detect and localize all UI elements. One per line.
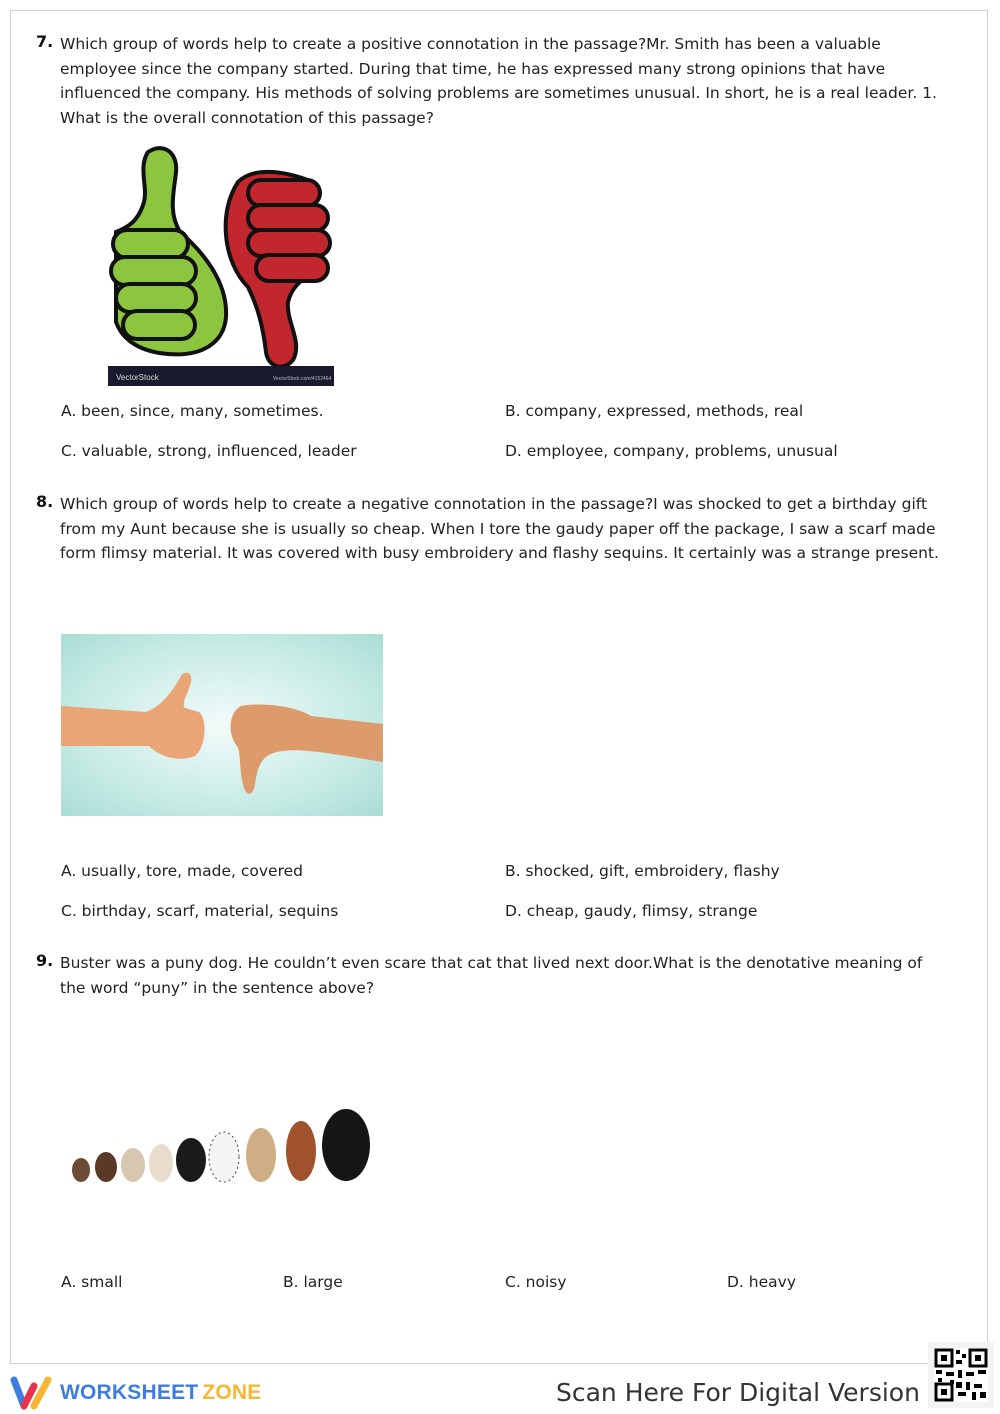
image-watermark: VectorStock <box>116 373 159 382</box>
q9-option-d[interactable]: D. heavy <box>727 1273 796 1291</box>
question-number: 9. <box>36 951 54 970</box>
qr-code-icon[interactable] <box>928 1342 994 1408</box>
q8-option-d[interactable]: D. cheap, gaudy, flimsy, strange <box>505 902 758 920</box>
brand-zone: ZONE <box>202 1381 262 1404</box>
q8-option-a[interactable]: A. usually, tore, made, covered <box>61 862 303 880</box>
q9-option-a[interactable]: A. small <box>61 1273 123 1291</box>
question-text: Which group of words help to create a positive connotation in the passage?Mr. Smith has been a valuable employee since the company started. During that time, he has expressed many strong opinions that have influenced the company. His methods of solving problems are sometimes unusual. In short, he is a real leader. 1. What is the overall connotation of this passage? <box>60 35 937 127</box>
q7-option-b[interactable]: B. company, expressed, methods, real <box>505 402 804 420</box>
brand-worksheet: WORKSHEET <box>60 1381 199 1404</box>
thumbs-hands-photo <box>61 634 383 816</box>
q8-option-b[interactable]: B. shocked, gift, embroidery, flashy <box>505 862 780 880</box>
question-text: Which group of words help to create a negative connotation in the passage?I was shocked to get a birthday gift from my Aunt because she is usually so cheap. When I tore the gaudy paper off the package, I saw a scarf made form flimsy material. It was covered with busy embroidery and flashy sequins. It certainly was a strange present. <box>60 495 939 562</box>
svg-text:VectorStock.com/4152464: VectorStock.com/4152464 <box>273 376 332 382</box>
q9-option-b[interactable]: B. large <box>283 1273 343 1291</box>
q7-option-c[interactable]: C. valuable, strong, influenced, leader <box>61 442 357 460</box>
q7-option-a[interactable]: A. been, since, many, sometimes. <box>61 402 324 420</box>
thumbs-cartoon-image <box>108 142 334 386</box>
question-number: 7. <box>36 32 54 51</box>
q9-option-c[interactable]: C. noisy <box>505 1273 567 1291</box>
question-text: Buster was a puny dog. He couldn’t even scare that cat that lived next door.What is the denotative meaning of the word “puny” in the sentence above? <box>60 954 923 997</box>
q8-option-c[interactable]: C. birthday, scarf, material, sequins <box>61 902 339 920</box>
logo-mark-icon <box>10 1376 52 1410</box>
question-number: 8. <box>36 492 54 511</box>
q7-option-d[interactable]: D. employee, company, problems, unusual <box>505 442 838 460</box>
worksheetzone-logo[interactable] <box>10 1376 261 1410</box>
dogs-row-photo <box>61 1085 381 1185</box>
scan-text: Scan Here For Digital Version <box>556 1378 920 1407</box>
